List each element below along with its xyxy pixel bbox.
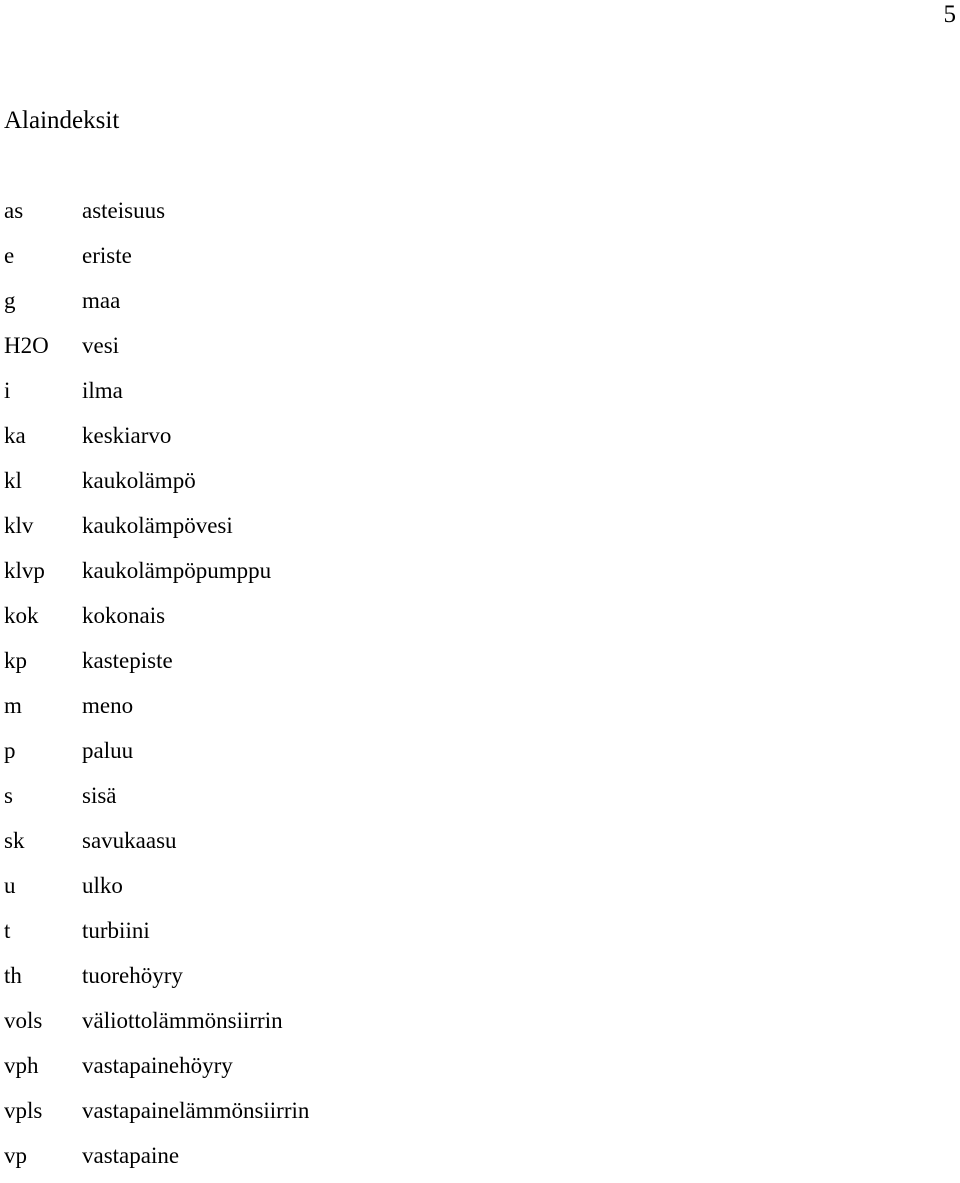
list-item [4,238,309,283]
subscript-abbreviation: s [4,783,13,808]
subscript-abbreviation: vols [4,1008,43,1033]
list-item [4,283,309,328]
list-item [4,778,309,823]
list-item [4,373,309,418]
subscript-meaning: asteisuus [82,198,166,223]
list-item [4,328,309,373]
subscript-meaning: kaukolämpö [82,468,196,493]
subscript-abbreviation: g [4,288,16,313]
list-item [4,598,309,643]
subscript-meaning: meno [82,693,134,718]
list-item [4,643,309,688]
subscript-abbreviation: u [4,873,16,898]
subscript-meaning: vastapainehöyry [82,1053,233,1078]
subscript-meaning: eriste [82,243,132,268]
subscript-abbreviation: p [4,738,16,763]
subscript-meaning: maa [82,288,121,313]
subscript-abbreviation: sk [4,828,25,853]
subscript-abbreviation: t [4,918,11,943]
subscript-meaning: kastepiste [82,648,173,673]
subscript-meaning: tuorehöyry [82,963,183,988]
page-number: 5 [943,1,956,28]
subscript-abbreviation: vpls [4,1098,43,1123]
subscript-abbreviation: klv [4,513,34,538]
subscript-meaning: ulko [82,873,123,898]
list-item [4,1093,309,1138]
list-item [4,868,309,913]
list-item [4,193,309,238]
subscript-abbreviation: vp [4,1143,27,1168]
subscript-abbreviation: vph [4,1053,39,1078]
subscript-abbreviation: i [4,378,11,403]
subscript-abbreviation: kl [4,468,22,493]
subscript-meaning: turbiini [82,918,150,943]
subscript-meaning: vastapainelämmönsiirrin [82,1098,310,1123]
list-item [4,823,309,868]
subscript-abbreviation: H2O [4,333,49,358]
subscript-meaning: kaukolämpövesi [82,513,233,538]
subscript-abbreviation: kok [4,603,39,628]
subscript-meaning: kaukolämpöpumppu [82,558,272,583]
list-item [4,553,309,598]
subscript-meaning: vesi [82,333,120,358]
subscript-meaning: vastapaine [82,1143,180,1168]
list-item [4,688,309,733]
subscript-abbreviation: th [4,963,22,988]
subscript-abbreviation: klvp [4,558,45,583]
list-item [4,1048,309,1093]
list-item [4,508,309,553]
list-item [4,463,309,508]
list-item [4,418,309,463]
subscript-meaning: keskiarvo [82,423,172,448]
list-item [4,958,309,1003]
subscript-abbreviation: as [4,198,24,223]
subscript-meaning: paluu [82,738,134,763]
subscript-list [4,193,309,1183]
list-item [4,1138,309,1183]
subscript-meaning: savukaasu [82,828,177,853]
subscript-meaning: väliottolämmönsiirrin [82,1008,283,1033]
subscript-meaning: kokonais [82,603,166,628]
list-item [4,733,309,778]
subscript-abbreviation: m [4,693,22,718]
subscript-meaning: ilma [82,378,123,403]
list-item [4,1003,309,1048]
section-heading: Alaindeksit [4,107,120,134]
list-item [4,913,309,958]
subscript-meaning: sisä [82,783,117,808]
subscript-abbreviation: ka [4,423,26,448]
subscript-abbreviation: kp [4,648,27,673]
subscript-abbreviation: e [4,243,15,268]
